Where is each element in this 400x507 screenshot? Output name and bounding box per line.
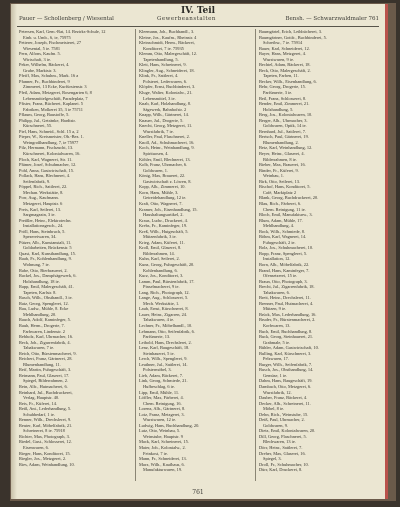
directory-entry: Kreß, Wilh., Hutgeschäft, 5. (139, 228, 189, 234)
directory-entry: Lauer, Heinr., Zigarren, 24. (139, 311, 188, 317)
directory-entry: Mech. Werkstätte, 1. (143, 300, 180, 306)
directory-entry: Knoll, Ad., Schuhmacherei, 16. (139, 139, 195, 145)
directory-entry: Pützer, Alb., Kunstanstalt, 11. (19, 239, 72, 245)
directory-entry: Blank, Georg, Buchdruckerei, 20. (259, 195, 319, 201)
directory-entry: Mehlhandlung, 20. (23, 311, 57, 317)
directory-entry: Dietz, Emil, Kolonialwaren, 20. (259, 428, 316, 434)
directory-entry: Philipp, Jul., Getränke, Hardtstr. (19, 117, 76, 123)
directory-entry: Hufbeschlag, 6 ie. (143, 384, 175, 389)
directory-entry: Mützen, 9 ie. (263, 306, 287, 312)
directory-entry: Brand, Hans, Kaminfeger, 7. (259, 267, 310, 273)
directory-entry: Kleinschmidt, Herm., Bäckerei, (139, 40, 195, 46)
directory-entry: Bock, Wilh., Schmiede, 8. (259, 228, 306, 234)
directory-entry: Reif, Martin, Fuhrgeschäft, 3. (19, 367, 72, 373)
directory-entry: Grabmale, 5 ie. (263, 339, 291, 345)
directory-entry: Renner, Wilh., Drechslerei, 9. (19, 417, 72, 423)
directory-entry: Maier, Joh., Kolonialw., 2. (139, 445, 186, 451)
directory-entry: Kraus, Ludw., Druckerei, 4. (139, 217, 188, 223)
directory-entry: Dambach, Otto, Metzgerei, 6. (259, 384, 312, 389)
directory-entry: Klöpfer, Ernst, Buchbinderei, 3. (139, 84, 196, 90)
directory-entry: Piel, Hans, Schneid., Schl. 15 a, 2 (19, 128, 79, 134)
directory-entry: Bischof, Hans, Konditorei, 5. (259, 184, 311, 190)
directory-entry: Tapetenhandlung, 5. (143, 56, 179, 62)
directory-entry: Schuhbedarf, 1 ie. (23, 411, 55, 417)
directory-entry: Pern, Alfons, Kaufm. 5. (19, 51, 61, 57)
directory-entry: Korbwaren, 13. (263, 322, 291, 328)
directory-entry: Berger, Alb., Uhrmacher, 3. (259, 117, 308, 123)
directory-entry: Preißler, Heinr., Elektrotechn. (19, 217, 72, 223)
directory-entry: Blechwaren, 13 ie. (263, 439, 296, 445)
directory-entry: Kroll, Emil, Glaserei, 8. (139, 245, 182, 251)
directory-entry: Sägewerk, Bahnhofstr. 2 (143, 106, 187, 112)
directory-column-1 (19, 29, 132, 467)
directory-entry: Chem. Reinigung, 16. (143, 400, 182, 406)
directory-entry: Konditorei, 7 ie. 75935 (143, 45, 184, 51)
directory-entry: Koch, Heinr., Weinhandlung, 9. (139, 145, 195, 151)
directory-entry: Schreibw., 7 ie. 75914 (263, 40, 303, 46)
directory-entry: Klemm, Otto, Malergeschäft, 12. (139, 51, 198, 57)
directory-entry: Reck, Joh., Zigarrenfabrik, 4. (19, 339, 71, 345)
directory-entry: Polsterei, Lederwaren, 6. (143, 78, 188, 84)
directory-entry: Ratz, Georg, Spenglerei, 12. (19, 300, 69, 306)
directory-entry: Rapp, Emil, Malergeschäft, 41. (19, 284, 74, 290)
directory-entry: Spirituosen, 4. (143, 151, 169, 157)
directory-entry: Pinselmacherei, 9 ie. (143, 284, 180, 290)
directory-entry: Krebs, Fr., Kaminfeger, 19. (139, 223, 188, 229)
directory-entry: Ries, Adam, Weinhandlung, 10. (19, 461, 75, 467)
running-header (17, 16, 379, 25)
directory-entry: Manufakturwaren, 19. (143, 467, 183, 473)
directory-entry: Tabakwaren, 7 ie. (23, 345, 55, 351)
directory-entry: Bolz, Jos., Schuhmacherei, 10. (259, 245, 314, 251)
directory-entry: Rabe, Otto, Bierbrauerei, 2. (19, 267, 68, 273)
directory-entry: Bilderrahmen, 14. (143, 250, 175, 256)
directory-entry: Tapeten, Farben, 11. (263, 73, 299, 79)
directory-column-3 (259, 29, 372, 473)
directory-entry: Haushaltungsartikel, 2. (143, 212, 184, 218)
directory-entry: Brück, Max, Lederhandlung, 16. (259, 311, 317, 317)
directory-entry: Lebensmittel, 3 ie. (143, 95, 176, 101)
directory-entry: Reich, Otto, Bürstenmacherei, 9. (19, 350, 77, 356)
directory-entry: Droll, Fr., Schuhmacher, 10. (259, 461, 309, 467)
directory-entry: Wurstfabrik, 7 ie. (143, 128, 174, 134)
directory-entry: Knecht, Georg, Metzgerei, 11. (139, 123, 193, 129)
directory-entry: Bayer, Hans, Metzgerei, 4. (259, 51, 307, 57)
directory-entry: Feinkost, 7 ie. (143, 450, 168, 456)
directory-entry: Decker, Alb., Schreinerei, 11. (259, 400, 311, 406)
directory-entry: Lebensmittelgeschäft, Paradeplatz, 7 (23, 95, 88, 101)
directory-entry: Peker, Wilhelm, Bäckerei, 4. (19, 62, 70, 68)
directory-entry: Goldarbeiten, Brückenstr. 5 (23, 245, 72, 251)
directory-entry: Breit, Heinr., Drechslerei, 11. (259, 295, 311, 301)
directory-entry: Pollack, Hans, Blechnerei, 4. (19, 173, 71, 179)
directory-entry: Einb. u. Umb., 6, ie, 75975 (23, 34, 71, 40)
directory-entry: Leuthner, Jul., Sattlerei, 14. (139, 361, 188, 367)
directory-entry: Dill, Georg, Flaschnerei, 5. (259, 433, 307, 439)
header-rule (17, 26, 379, 27)
directory-entry: Kluge, Walter, Kolonialw., 21. (139, 90, 193, 96)
directory-entry: Klett, Hans, Schreinerei, 9. (139, 62, 187, 68)
directory-entry: Getreidehandlung, 12 ie. (143, 195, 187, 201)
directory-entry: Weinbau, 1. (263, 173, 284, 179)
directory-entry: Böhm, Karl, Wagnerei, 14. (259, 234, 307, 240)
directory-entry: Leibold, Hans, Drechslerei, 2. (139, 339, 192, 345)
directory-entry: Ploch, Karl, Wagnerei, Str. 11. (19, 156, 73, 162)
directory-entry: Kolb, Franz, Uhrmacher, 6. (139, 162, 188, 168)
directory-entry: Wirtschaft, 3 ie. (23, 56, 52, 62)
directory-entry: Blum, Adam, Mühle, 17. (259, 217, 303, 223)
directory-entry: Marx, Wilh., Kaufhaus, 6. (139, 461, 185, 467)
directory-entry: Kleemann, Joh., Buchhandl., 3. (139, 29, 195, 34)
directory-entry: Verlag, Hauptstr. 40. (23, 395, 60, 401)
directory-entry: Lenz, Karl, Baugeschäft, 18. (139, 345, 190, 351)
directory-entry: Pfeiff, Max, Schuhm., Mark. 16 a (19, 73, 79, 79)
directory-entry: Richter, Max, Photograph, 3. (19, 433, 70, 439)
directory-entry: Ludwig, Hans, Buchhandlung, 20. (139, 422, 200, 428)
directory-entry: Plümer, Josef, Schuhmacher, 12. (19, 162, 77, 168)
directory-entry: Buck, Georg, Steinhauerei, 21. (259, 334, 314, 340)
directory-entry: Bertsch, Paul, Gärtnerei, 19. (259, 134, 309, 140)
directory-entry: Baumgärtel, Erich, Leihbücherei, 3. (259, 29, 323, 34)
directory-entry: Installationsgesch., 24. (23, 223, 64, 229)
directory-entry: Parfümerie, 3 ie. (263, 90, 293, 96)
directory-entry: Lechner, Fr., Möbelhandl., 10. (139, 322, 193, 328)
directory-entry: Bilderrahmen, 8 ie. (263, 156, 297, 162)
directory-entry: Pfister, Franz, Bücherei, Kaplanei. 5 (19, 101, 83, 107)
directory-entry: Kneller, Paul, Flaschnerei, 2. (139, 134, 190, 140)
directory-entry: Bulling, Karl, Kürschnerei, 3. (259, 350, 312, 356)
directory-entry: Reiß, Ant., Lederhandlung, 5. (19, 406, 72, 412)
directory-entry: Zimmerei, 13 Ecke, Kurfürstenstr. 3 (23, 84, 87, 90)
directory-entry: Blumenhandlung, 11. (23, 361, 61, 367)
directory-entry: Lipp, Emil, Mühle, 11. (139, 389, 180, 395)
directory-entry: Holzhandlung, 18 ie. (23, 278, 60, 284)
directory-entry: Betz, Karl, Weinhandlung, 12. (259, 145, 313, 151)
directory-entry: Goldwaren, 1. (143, 167, 168, 173)
directory-entry: Pflaum, Georg, Baustoffe, 5. (19, 112, 70, 118)
directory-entry: Bernhard, Jul., Sattlerei, 7. (259, 128, 307, 134)
directory-entry: Metzgerei, Hauptstr. 6 (23, 200, 63, 206)
directory-entry: Dehn, Rich., Weinstube, 15. (259, 411, 309, 417)
directory-entry: Lutz, Otto, Weinbau, 5. (139, 428, 181, 434)
directory-entry: Kurz, Jos., Konditorei, 3. (139, 273, 184, 279)
directory-entry: Beil, Franz, Schlosserei, 8. (259, 95, 307, 101)
directory-entry: Buch, Emil, Buchhandlung, 8. (259, 328, 313, 334)
directory-entry: Klink, Fr., Sattlerei, 4. (139, 73, 179, 79)
column-divider-1 (135, 29, 136, 481)
directory-entry: Brecht, Jul., Zigarrenfabrik, 18. (259, 284, 315, 290)
directory-entry: Grube, Marktstr. 3. (23, 67, 57, 73)
directory-entry: Born, Alb., Möbelfabrik, 22. (259, 261, 310, 267)
directory-entry: Laub, Ernst, Kürschnerei, 8. (139, 306, 189, 312)
directory-entry: Pröll, Hans, Steinbruch, 5. (19, 228, 66, 234)
directory-entry: Schreinerei, 8 ie. 75918 (23, 428, 65, 434)
directory-entry: Lieb, Adam, Bäckerei, 7. (139, 372, 184, 378)
directory-entry: Pohl, Anna, Gastwirtschaft, 15. (19, 167, 74, 173)
directory-entry: Goldwaren, 9. (263, 422, 288, 428)
directory-entry: Link, Georg, Schmiede, 21. (139, 378, 188, 384)
directory-entry: Wohnung, 7 ie. (23, 261, 50, 267)
directory-entry: Rackel, Jos., Dampfsägewerk, 6. (19, 273, 77, 279)
directory-entry: Lerch, Wilh., Spenglerei, 9. (139, 356, 188, 362)
directory-entry: Rein, Alfr., Hutmacherei, 6. (19, 384, 68, 389)
directory-entry: Bechtel, Adam, Bäckerei, 18. (259, 62, 311, 68)
directory-entry: Dürr, Karl, Druckerei, 8. (259, 467, 303, 473)
directory-entry: Pöppel, Rich., Sattlerei, 22. (19, 184, 68, 190)
directory-entry: Bühler, Adam, Gastwirtschaft, 10. (259, 345, 319, 351)
directory-entry: Dörr, Heinr., Sattlerei, 7. (259, 445, 303, 451)
directory-entry: Braun, Otto, Photograph, 3. (259, 278, 308, 284)
directory-entry: Lange, Aug., Schlosserei, 5. (139, 295, 189, 301)
directory-entry: Dahm, Hans, Baugeschäft, 19. (259, 378, 313, 384)
directory-entry: Becker, Wilh., Eisenhandlung, 6. (259, 78, 317, 84)
directory-entry: Preis, Karl, Seilerei, 13. (19, 206, 62, 212)
directory-entry: Knapp, Wilh., Gärtnerei, 14. (139, 112, 189, 118)
directory-entry: Raab, Fr., Kohlenhandlung, 9. (19, 256, 72, 262)
directory-entry: Chem. Reinigung, 11 ie. (263, 206, 306, 212)
directory-entry: Busch, Jos., Obsthandlung, 14. (259, 367, 314, 373)
running-header-left: Pauer — Schollenberg / Wiesental (19, 16, 114, 22)
directory-entry: Löffler, Max, Färberei, 4. (139, 395, 184, 401)
directory-entry: Mann, Fr., Schneiderei, 13. (139, 456, 187, 462)
directory-entry: Reuter, Karl, Möbelfabrik, 21. (19, 422, 73, 428)
directory-entry: Burger, Wilh., Seifenfabrik, 7. (259, 361, 313, 367)
directory-entry: Wurstfabrik, 12. (263, 389, 292, 395)
binding-gutter (11, 4, 17, 499)
directory-entry: Holzhandlung, 5. (263, 106, 294, 112)
document-page (11, 4, 388, 499)
directory-entry: Steinhauerei, 5 ie. (143, 350, 175, 356)
directory-entry: Mechan. Werkstätte, 8. (23, 189, 64, 195)
directory-entry: Parfümerie, 13. (143, 334, 171, 340)
directory-entry: Tapeten, Karlstr. 8. (23, 289, 57, 295)
directory-entry: König, Max, Brauerei, 22. (139, 173, 186, 179)
directory-column-2 (139, 29, 252, 473)
directory-entry: Pieper, W., Kreismeister, Ob.-Bez. 1. (19, 134, 84, 140)
directory-entry: Lotz, Franz, Metzgerei, 3. (139, 411, 185, 417)
directory-entry: Binder, Fr., Küferei, 9. (259, 167, 299, 173)
directory-entry: Bruder, Fr., Bürstenmacherei, 2. (259, 317, 316, 323)
directory-entry: Rebholz, Karl, Uhrmacher, 16. (19, 334, 74, 340)
directory-entry: Quast, Karl, Kunsthandlung, 15. (19, 250, 76, 256)
directory-entry: Petersen, Karl, Gem.-Rat, 14. Bezirks-Schule, 12 (19, 29, 106, 34)
directory-entry: Lamm, Paul, Bürstenfabrik, 17. (139, 278, 195, 284)
directory-entry: Ofensetzerei, 15 ie. (263, 273, 298, 279)
directory-entry: Knab, Karl, Holzhandlung, 8. (139, 101, 192, 107)
directory-entry: Goldwaren, Optik, 14 ie. (263, 123, 307, 129)
directory-entry: Kopp, Alb., Zimmerei, 10. (139, 184, 186, 190)
directory-entry: Deiß, Paul, Uhrmacher, 2. (259, 417, 305, 423)
directory-entry: Birk, Otto, Seilerei, 13. (259, 178, 301, 184)
directory-entry: Bender, Emil, Zimmerei, 21. (259, 101, 310, 107)
directory-entry: Kramer, Joh., Eisenhandlung, 15. (139, 206, 198, 212)
directory-entry: Köhler, Emil, Blechnerei, 13. (139, 156, 191, 162)
directory-entry: Reinhard, Jul., Buchdruckerei, (19, 389, 73, 395)
directory-entry: Blumenhandlung, 2. (263, 139, 299, 145)
directory-entry: Spiegel, 3. (263, 456, 282, 462)
directory-entry: Lang, Rich., Photograph, 12. (139, 289, 190, 295)
directory-entry: Gastwirtschaft z. Löwen, 8. (143, 178, 192, 184)
directory-entry: Pfeil, Adam, Metzgerei, Rosengarten 6, 8 (19, 90, 92, 96)
directory-entry: Bauer, Karl, Schneiderei, 12. (259, 45, 310, 51)
directory-entry: Polstermöbel, 3. (143, 367, 172, 373)
directory-entry: Seifenfabrik, 9. (23, 178, 51, 184)
directory-entry: Lehmann, Otto, Seifenfabrik, 6. (139, 328, 195, 334)
directory-entry: Korn, Hans, Mühle, 3. (139, 189, 179, 195)
directory-entry: Riedel, Gust., Schlosserei, 12. (19, 439, 72, 445)
directory-entry: Lorenz, Alb., Gärtnerei, 8. (139, 406, 186, 412)
directory-entry: Pelzwaren, 17. (263, 356, 289, 362)
directory-entry: Beyer, Heinr., Glaserei, 4. (259, 151, 305, 157)
page-title: IV. Teil (180, 6, 216, 16)
directory-entry: Reimann, Paul, Glaserei, 17. (19, 372, 70, 378)
directory-entry: Porr, Aug., Kaufmann. (19, 195, 59, 201)
running-header-center: Gewerbeanstalten (157, 16, 216, 22)
directory-entry: Petterer, Joseph, Fischmeisterei, 27 (19, 40, 82, 46)
directory-entry: Reis, Fr., Küferei, 14. (19, 400, 58, 406)
directory-entry: Brenner, Paul, Hutmacherei, 4. (259, 300, 314, 306)
directory-entry: Mack, Karl, Schreinerei, 15. (139, 439, 189, 445)
directory-entry: Fabriken, Molkerei 35, 3 ie 75711 (23, 106, 83, 112)
directory-entry: Krieg, Adam, Küferei, 11. (139, 239, 185, 245)
directory-entry: Pfanner, Fr., Buchbinderei, 9 (19, 78, 70, 84)
directory-entry: Weinstube, Hauptstr. 9 (143, 433, 183, 439)
directory-entry: Kleine, Jos., Kaufm., Rheinstr. 4 (139, 34, 197, 40)
directory-entry: Wurstwaren, 9 ie. (263, 56, 295, 62)
directory-entry: Spiegel, Bilderrahmen, 2. (23, 378, 68, 384)
column-divider-2 (255, 29, 256, 481)
directory-entry: Sargmagazin, 3 ie. (23, 212, 56, 218)
directory-entry: Pilz, Hermann, Fischzucht, 13. (19, 145, 74, 151)
directory-entry: Eisenwaren, 6. (23, 445, 49, 451)
directory-entry: Kohlenhandlung, 6. (143, 267, 178, 273)
running-header-right: Bensh. — Schwarzwaldmaler 761 (285, 16, 379, 22)
directory-entry: Baumgärtner, Gottfr., Buchbinderei, 5. (259, 34, 327, 40)
directory-entry: Wiesental, 5 ie. 7581 (23, 45, 61, 51)
directory-entry: Weingroßhandlung, 7, ie 75977 (23, 139, 79, 145)
directory-entry: Dreher, Max, Glaserei, 16. (259, 450, 306, 456)
directory-entry: Bloch, Emil, Manufakturw., 3. (259, 212, 313, 218)
directory-entry: Installation, 12. (263, 256, 291, 262)
directory-entry: Fuhrgeschäft, 2 ie. (263, 239, 296, 245)
directory-entry: Beck, Otto, Malergeschäft, 2. (259, 67, 311, 73)
directory-entry: Tabakwaren, 4 ie. (143, 317, 175, 323)
directory-entry: Rau, Ludw., Mühle, 8. Ecke (19, 306, 69, 312)
directory-entry: Spezereiwaren, 34. (23, 234, 57, 240)
directory-entry: Bopp, Franz, Spenglerei, 5. (259, 250, 308, 256)
directory-entry: Farbwaren, Lindenstr. 2 (23, 328, 65, 334)
page-number: 761 (192, 489, 204, 496)
directory-entry: Rasch, Wilh., Obsthandl., 3 ie. (19, 295, 73, 301)
directory-entry: Berg, Jos., Kolonialwaren, 10. (259, 112, 313, 118)
directory-entry: Klingler, Aug., Schneiderei, 18. (139, 67, 195, 73)
directory-entry: Blau, Rich., Färberei, 6. (259, 200, 302, 206)
directory-entry: Rauh, Herm., Drogerie, 7. (19, 322, 65, 328)
directory-entry: Wurstwaren, 12 ie. (143, 417, 177, 423)
directory-entry: Kraft, Otto, Wagnerei, 7. (139, 200, 183, 206)
directory-entry: Mützenfabrik, 3 ie. (143, 234, 177, 240)
directory-entry: Café, Marktplatz 2 (263, 189, 297, 195)
directory-entry: Reichert, Franz, Gärtnerei, 28. (19, 356, 73, 362)
directory-entry: Knauer, Jul., Drogerie, 5. (139, 117, 184, 123)
directory-entry: Kuhn, Karl, Seilerei, 2. (139, 256, 180, 262)
directory-entry: Kürschnerei, Kolonialwaren, 16. (23, 151, 81, 157)
directory-entry: Rieger, Hans, Konditorei, 15. (19, 450, 71, 456)
directory-entry: Mehlhandlung, 4. (263, 223, 295, 229)
directory-entry: Bieber, Max, Brauerei, 16. (259, 162, 306, 168)
directory-entry: Kürschnerei, 55. (23, 123, 53, 129)
directory-entry: Behr, Georg, Drogerie, 15. (259, 84, 306, 90)
directory-entry: Rauch, Adolf, Kaminfeger, 5. (19, 317, 71, 323)
directory-entry: Tabakwaren, 6. (263, 289, 290, 295)
directory-entry: Riegler, Jos., Metzgerei, 2. (19, 456, 67, 462)
directory-entry: Dauber, Franz, Bäckerei, 4. (259, 395, 308, 401)
directory-entry: Gemüse, 1 ie. (263, 372, 288, 378)
directory-entry: Möbel, 8 ie. (263, 406, 285, 412)
directory-entry: Kunz, Georg, Fuhrgeschäft, 20. (139, 261, 195, 267)
